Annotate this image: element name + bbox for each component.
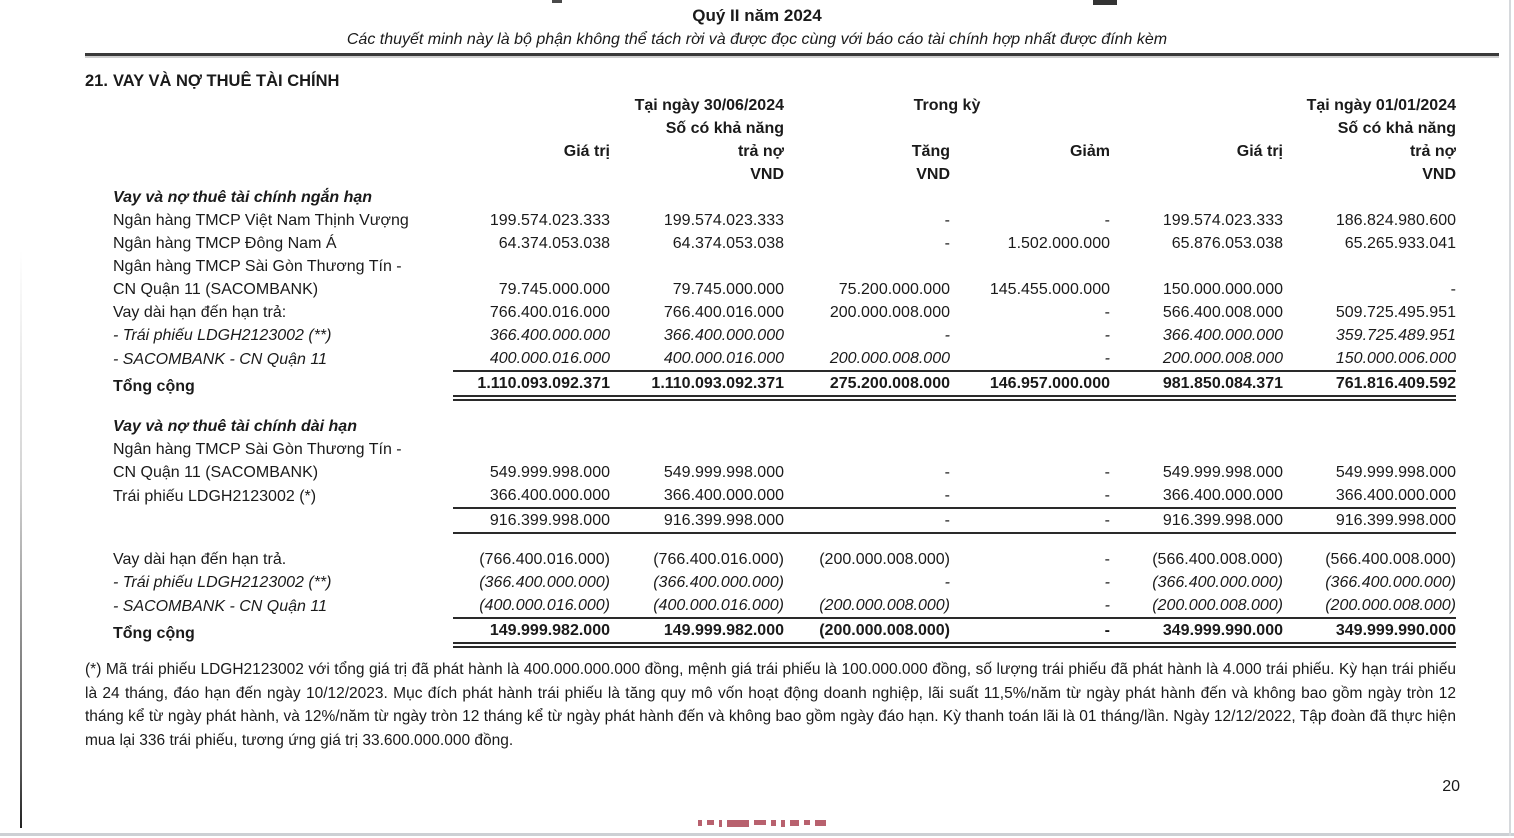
cell-value: 64.374.053.038 bbox=[672, 235, 784, 252]
cell-value: 509.725.495.951 bbox=[1335, 304, 1456, 321]
cell-value: 766.400.016.000 bbox=[489, 304, 610, 321]
table-row bbox=[113, 438, 1456, 484]
table-row bbox=[113, 209, 1456, 232]
spacer-row bbox=[113, 398, 1456, 415]
column-group-01-01-2024: Tại ngày 01/01/2024 bbox=[1306, 97, 1456, 114]
cell-value: 149.999.982.000 bbox=[453, 618, 610, 645]
col-header-value-01-01: Giá trị bbox=[1236, 143, 1283, 160]
cell-value: (566.400.008.000) bbox=[1325, 551, 1456, 568]
cell-value: - bbox=[1104, 464, 1110, 481]
loans-table bbox=[113, 94, 1456, 648]
row-label: - SACOMBANK - CN Quận 11 bbox=[113, 598, 327, 615]
row-label: - SACOMBANK - CN Quận 11 bbox=[113, 351, 327, 368]
cell-value: (200.000.008.000) bbox=[1325, 597, 1456, 614]
scan-fold-line bbox=[20, 250, 22, 828]
cell-value: (200.000.008.000) bbox=[819, 597, 950, 614]
cell-value: 366.400.000.000 bbox=[1335, 487, 1456, 504]
row-label: Ngân hàng TMCP Sài Gòn Thương Tín - CN Quận 11 (SACOMBANK) bbox=[113, 258, 402, 298]
col-header-value-30-06: Giá trị bbox=[563, 143, 610, 160]
table-row bbox=[113, 232, 1456, 255]
cell-value: 150.000.006.000 bbox=[1335, 350, 1456, 367]
cell-value: - bbox=[784, 508, 950, 533]
cell-value: 75.200.000.000 bbox=[838, 281, 950, 298]
row-label: Ngân hàng TMCP Việt Nam Thịnh Vượng bbox=[113, 212, 409, 229]
table-row bbox=[113, 255, 1456, 301]
cell-value: 1.110.093.092.371 bbox=[453, 371, 610, 398]
table-row bbox=[113, 301, 1456, 324]
cell-value: 549.999.998.000 bbox=[1335, 464, 1456, 481]
column-group-trong-ky: Trong kỳ bbox=[913, 97, 981, 114]
cell-value: (400.000.016.000) bbox=[653, 597, 784, 614]
cell-value: 1.502.000.000 bbox=[1007, 235, 1110, 252]
loans-table-header bbox=[113, 94, 1456, 186]
red-stamp-fragment bbox=[698, 820, 893, 832]
quarter-title: Quý II năm 2024 bbox=[692, 6, 822, 25]
cell-value: - bbox=[1104, 212, 1110, 229]
cell-value: 366.400.000.000 bbox=[663, 487, 784, 504]
row-label: - Trái phiếu LDGH2123002 (**) bbox=[113, 327, 332, 344]
cell-value: 549.999.998.000 bbox=[489, 464, 610, 481]
cell-value: 199.574.023.333 bbox=[489, 212, 610, 229]
page-edge-right bbox=[1509, 0, 1511, 836]
cell-value: 566.400.008.000 bbox=[1162, 304, 1283, 321]
spacer-row bbox=[113, 533, 1456, 548]
row-label: Tổng cộng bbox=[113, 625, 195, 642]
table-row bbox=[113, 594, 1456, 618]
cell-value: 349.999.990.000 bbox=[1283, 618, 1456, 645]
cell-value: 366.400.000.000 bbox=[663, 327, 784, 344]
cell-value: 145.455.000.000 bbox=[989, 281, 1110, 298]
header-row-payable-caption bbox=[113, 117, 1456, 140]
scan-artifact-mark bbox=[1093, 0, 1117, 5]
notes-disclaimer-line: Các thuyết minh này là bộ phận không thể tách rời và được đọc cùng với báo cáo tài chính hợp nhất được đính kèm bbox=[346, 31, 1168, 48]
table-row bbox=[113, 484, 1456, 508]
cell-value: 65.265.933.041 bbox=[1344, 235, 1456, 252]
section-row-heading: Vay và nợ thuê tài chính ngắn hạn bbox=[113, 189, 373, 206]
row-label: - Trái phiếu LDGH2123002 (**) bbox=[113, 574, 332, 591]
row-label bbox=[113, 508, 453, 533]
cell-value: 366.400.000.000 bbox=[1162, 487, 1283, 504]
cell-value: 916.399.998.000 bbox=[1283, 508, 1456, 533]
cell-value: (366.400.000.000) bbox=[479, 574, 610, 591]
header-rule bbox=[85, 53, 1499, 56]
cell-value: - bbox=[1104, 551, 1110, 568]
cell-value: - bbox=[944, 574, 950, 591]
cell-value: 366.400.000.000 bbox=[489, 327, 610, 344]
col-header-payable-01-01: trả nợ bbox=[1409, 143, 1456, 160]
col-header-payable-30-06: trả nợ bbox=[737, 143, 784, 160]
row-label: Tổng cộng bbox=[113, 378, 195, 395]
cell-value: 149.999.982.000 bbox=[610, 618, 784, 645]
cell-value: 766.400.016.000 bbox=[663, 304, 784, 321]
cell-value: 349.999.990.000 bbox=[1110, 618, 1283, 645]
cell-value: (766.400.016.000) bbox=[653, 551, 784, 568]
cell-value: - bbox=[1104, 350, 1110, 367]
cell-value: - bbox=[1450, 281, 1456, 298]
cell-value: - bbox=[1104, 597, 1110, 614]
cell-value: 65.876.053.038 bbox=[1171, 235, 1283, 252]
cell-value: 186.824.980.600 bbox=[1335, 212, 1456, 229]
cell-value: 199.574.023.333 bbox=[663, 212, 784, 229]
cell-value: (566.400.008.000) bbox=[1152, 551, 1283, 568]
cell-value: - bbox=[944, 212, 950, 229]
cell-value: - bbox=[1104, 327, 1110, 344]
cell-value: (366.400.000.000) bbox=[1152, 574, 1283, 591]
table-row bbox=[113, 324, 1456, 347]
cell-value: 366.400.000.000 bbox=[489, 487, 610, 504]
cell-value: 79.745.000.000 bbox=[672, 281, 784, 298]
cell-value: 916.399.998.000 bbox=[1110, 508, 1283, 533]
payable-caption-30-06: Số có khả năng bbox=[665, 120, 784, 137]
cell-value: (366.400.000.000) bbox=[1325, 574, 1456, 591]
header-row-columns bbox=[113, 140, 1456, 163]
cell-value: 400.000.016.000 bbox=[663, 350, 784, 367]
cell-value: 275.200.008.000 bbox=[784, 371, 950, 398]
cell-value: - bbox=[944, 464, 950, 481]
cell-value: 916.399.998.000 bbox=[610, 508, 784, 533]
cell-value: - bbox=[1104, 574, 1110, 591]
column-group-30-06-2024: Tại ngày 30/06/2024 bbox=[634, 97, 784, 114]
cell-value: 400.000.016.000 bbox=[489, 350, 610, 367]
table-row bbox=[113, 618, 1456, 645]
currency-label-30-06: VND bbox=[750, 166, 784, 183]
cell-value: 981.850.084.371 bbox=[1110, 371, 1283, 398]
cell-value: (400.000.016.000) bbox=[479, 597, 610, 614]
section-title-text: VAY VÀ NỢ THUÊ TÀI CHÍNH bbox=[113, 72, 340, 90]
cell-value: 549.999.998.000 bbox=[1162, 464, 1283, 481]
table-row bbox=[113, 186, 1456, 209]
cell-value: - bbox=[1104, 487, 1110, 504]
cell-value: - bbox=[944, 327, 950, 344]
section-number: 21. bbox=[85, 72, 108, 90]
table-row bbox=[113, 571, 1456, 594]
section-heading-21 bbox=[85, 70, 1456, 92]
cell-value: 64.374.053.038 bbox=[498, 235, 610, 252]
row-label: Trái phiếu LDGH2123002 (*) bbox=[113, 488, 317, 505]
row-label: Ngân hàng TMCP Đông Nam Á bbox=[113, 235, 337, 252]
cell-value: 199.574.023.333 bbox=[1162, 212, 1283, 229]
section-row-heading: Vay và nợ thuê tài chính dài hạn bbox=[113, 418, 357, 435]
cell-value: - bbox=[944, 487, 950, 504]
bond-footnote: (*) Mã trái phiếu LDGH2123002 với tổng giá trị đã phát hành là 400.000.000.000 đồng, mệnh giá trái phiếu là 100.000.000 đồng, số lượng trái phiếu đã phát hành là 4.000 trái phiếu. Kỳ hạn trái phiếu là 24 tháng, đáo hạn đến ngày 10/12/2023. Mục đích phát hành trái phiếu là tăng quy mô vốn hoạt động doanh nghiệp, lãi suất 11,5%/năm từ ngày phát hành đến và không bao gồm ngày tròn 12 tháng kể từ ngày phát hành, và 12%/năm từ ngày tròn 12 tháng kể từ ngày phát hành đến và không bao gồm ngày đáo hạn. Kỳ thanh toán lãi là 01 tháng/lần. Ngày 12/12/2022, Tập đoàn đã thực hiện mua lại 336 trái phiếu, tương ứng giá trị 33.600.000.000 đồng. bbox=[85, 661, 1456, 749]
cell-value: 79.745.000.000 bbox=[498, 281, 610, 298]
row-label: Vay dài hạn đến hạn trả: bbox=[113, 304, 287, 321]
cell-value: 549.999.998.000 bbox=[663, 464, 784, 481]
cell-value: 1.110.093.092.371 bbox=[610, 371, 784, 398]
currency-label-increase: VND bbox=[916, 166, 950, 183]
table-row bbox=[113, 415, 1456, 438]
currency-label-01-01: VND bbox=[1422, 166, 1456, 183]
table-row bbox=[113, 347, 1456, 371]
cell-value: - bbox=[950, 508, 1110, 533]
cell-value: 146.957.000.000 bbox=[950, 371, 1110, 398]
table-row bbox=[113, 508, 1456, 533]
cell-value: (766.400.016.000) bbox=[479, 551, 610, 568]
loans-table-body bbox=[113, 186, 1456, 645]
cell-value: - bbox=[950, 618, 1110, 645]
table-row bbox=[113, 371, 1456, 398]
cell-value: (200.000.008.000) bbox=[819, 551, 950, 568]
cell-value: 359.725.489.951 bbox=[1335, 327, 1456, 344]
payable-caption-01-01: Số có khả năng bbox=[1337, 120, 1456, 137]
col-header-decrease: Giảm bbox=[1069, 143, 1110, 160]
col-header-increase: Tăng bbox=[911, 143, 950, 160]
cell-value: 761.816.409.592 bbox=[1283, 371, 1456, 398]
row-label: Vay dài hạn đến hạn trả. bbox=[113, 551, 287, 568]
cell-value: (200.000.008.000) bbox=[1152, 597, 1283, 614]
cell-value: 916.399.998.000 bbox=[453, 508, 610, 533]
cell-value: 200.000.008.000 bbox=[829, 304, 950, 321]
row-label: Ngân hàng TMCP Sài Gòn Thương Tín - CN Quận 11 (SACOMBANK) bbox=[113, 441, 402, 481]
cell-value: 366.400.000.000 bbox=[1162, 327, 1283, 344]
scan-artifact-mark bbox=[552, 0, 562, 3]
cell-value: - bbox=[944, 235, 950, 252]
cell-value: 200.000.008.000 bbox=[829, 350, 950, 367]
table-row bbox=[113, 548, 1456, 571]
page-number: 20 bbox=[1442, 778, 1460, 795]
cell-value: 150.000.000.000 bbox=[1162, 281, 1283, 298]
header-row-currency bbox=[113, 163, 1456, 186]
cell-value: (200.000.008.000) bbox=[784, 618, 950, 645]
cell-value: 200.000.008.000 bbox=[1162, 350, 1283, 367]
header-row-groups bbox=[113, 94, 1456, 117]
cell-value: - bbox=[1104, 304, 1110, 321]
cell-value: (366.400.000.000) bbox=[653, 574, 784, 591]
